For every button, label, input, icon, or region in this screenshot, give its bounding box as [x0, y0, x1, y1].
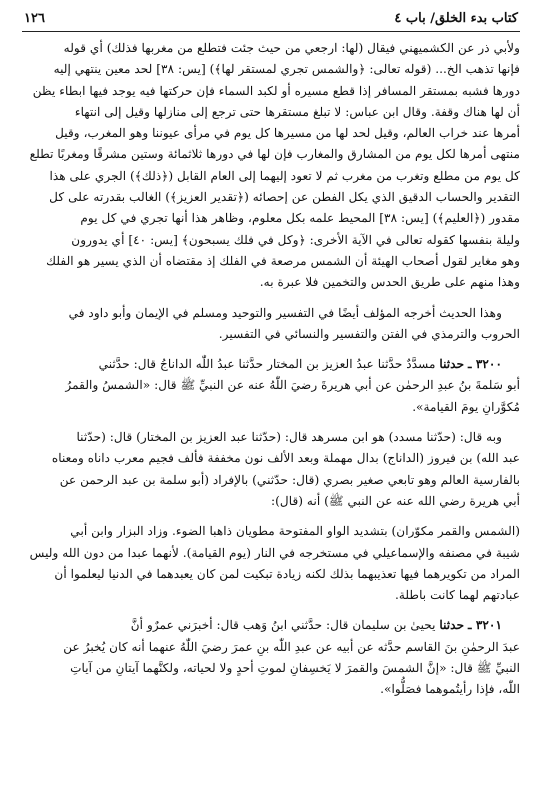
commentary-paragraph-3	[22, 427, 520, 512]
text-line: (الشمس والقمر مكوّران) بتشديد الواو المفتوحة مطويان ذاهبا الضوء. وزاد البزار وابن أبي	[70, 524, 520, 539]
text-line: وليلة بنفسها كقوله تعالى في الآية الأخرى: ﴿وكل في فلك يسبحون﴾ [يس: ٤٠] أي يدورون	[71, 232, 520, 247]
book-page	[22, 10, 520, 790]
text-line: النبيِّ ﷺ قال: «إنَّ الشمسَ والقمرَ لا يَخسِفانِ لموتِ أحدٍ ولا لحياته، ولكنَّهما آيتانِ من آياتِ	[70, 661, 520, 676]
hadith-3201	[22, 615, 520, 700]
text-line: مقدور (﴿العليم﴾) [يس: ٣٨] المحيط علمه بكل معلوم، وظاهر هذا أنها تجري في كل يوم	[80, 211, 520, 226]
text-line: اللّٰه، فإذا رأيتُموهما فصَلُّوا».	[380, 682, 520, 697]
text-line: منتهى أمرها لكل يوم من المشارق والمغارب فإن لها في دورها ثلاثمائة وستين مشرقًا ومغربًا تطلع	[29, 147, 520, 162]
book-title: كتاب بدء الخلق/ باب ٤	[394, 11, 518, 26]
hadith-3200	[22, 354, 520, 418]
text-line: عبد الله) بن فيروز (الداناج) بدال مهملة وبعد الألف نون مخففة فألف فجيم معرب داناه ومعناه	[51, 451, 520, 466]
page-number: ١٢٦	[24, 11, 45, 26]
text-line: عبدَ الرحمٰنِ بنَ القاسم حدَّثه عن أبيه عن عبدِ اللّٰه بنِ عمرَ رضيَ اللّٰهُ عنهما أنه كان يُخبرُ عن	[63, 639, 520, 654]
text-line: أبي هريرة رضي الله عنه عن النبي ﷺ) أنه (قال):	[271, 493, 520, 508]
text-line: الحروب والترمذي في الفتن والتفسير والنسائي في التفسير.	[218, 326, 520, 341]
text-line: بالفارسية العالم وهو تابعي صغير بصري (قال: حدّثني) بالإفراد (أبو سلمة بن عبد الرحمن عن	[59, 472, 520, 487]
hadith-label: حدثنا	[439, 618, 465, 633]
running-header	[22, 10, 520, 31]
commentary-paragraph-4	[22, 521, 520, 606]
hadith-first-line	[22, 615, 520, 636]
text-line: التقدير والحساب الدقيق الذي يكل الفطن عن إحصائه (﴿تقدير العزيز﴾) الغالب بقدرته على كل	[49, 190, 520, 205]
commentary-paragraph-1	[22, 38, 520, 294]
hadith-label: حدثنا	[439, 357, 465, 372]
text-line: ولأبي ذر عن الكشميهني فيقال (لها: ارجعي من حيث جئت فتطلع من مغربها فذلك) أي قوله	[63, 41, 520, 55]
hadith-text: مسدَّدٌ حدَّثنا عبدُ العزيز بن المختار حدَّثنا عبدُ اللّٰه الداناجُ قال: حدَّثني	[98, 357, 436, 372]
text-line: أمرها عند خراب العالم، وقيل لحد لها من مسيرها كل يوم في مرأى عيوننا وهو المغرب، وقيل	[55, 126, 520, 141]
text-line: شيبة في مصنفه والإسماعيلي في مستخرجه في النار (يوم القيامة). لأنهما عبدا من دون الله وليس	[29, 545, 520, 560]
text-line: كل يوم من مطلع وتغرب من مغرب ثم لا تعود إليهما إلى العام القابل (﴿ذلك﴾) الجري على هذا	[49, 168, 520, 183]
hadith-first-line	[22, 354, 520, 375]
text-line: فإنها تذهب الخ... (قوله تعالى: ﴿والشمس تجري لمستقر لها﴾) [يس: ٣٨] لحد معين ينتهي إليه	[53, 62, 520, 77]
text-line: وهذا الحديث أخرجه المؤلف أيضًا في التفسير والتوحيد ومسلم في الإيمان وأبو داود في	[68, 305, 502, 320]
text-line: وبه قال: (حدّثنا مسدد) هو ابن مسرهد قال: (حدّثنا عبد العزيز بن المختار) قال: (حدّثنا	[76, 430, 502, 445]
text-line: أن لها هناك وقفة. وقال ابن عباس: لا تبلغ مستقرها حتى ترجع إلى منازلها وقيل إلى انتهاء	[74, 104, 520, 119]
text-line: مُكوَّرانِ يومَ القيامة».	[412, 399, 520, 414]
text-line: المراد من تكويرهما فيها تعذيبهما بذلك لكنه زيادة تبكيت لمن كان يعبدهما في الدنيا ليعلموا أن	[54, 566, 520, 581]
hadith-number: ٣٢٠٠ ـ	[467, 357, 502, 372]
text-line: أبو سَلمةَ بنُ عبدِ الرحمٰن عن أبي هريرةَ رضيَ اللّٰهُ عنه عن النبيِّ ﷺ قال: «الشمسُ والقمرُ	[65, 378, 520, 393]
text-line: وهذا منهم على طريق الحدس والتخمين فلا عبرة به.	[259, 275, 520, 290]
hadith-text: يحيىٰ بن سليمان قال: حدَّثني ابنُ وَهب قال: أخبرَني عمرٌو أنَّ	[130, 618, 436, 633]
commentary-paragraph-2	[22, 303, 520, 346]
header-rule	[22, 31, 520, 32]
text-line: عبادتهم لهما كانت باطلة.	[394, 588, 520, 603]
text-line: وهو مغاير لقول أصحاب الهيئة أن الشمس مرصعة في الفلك إذ مقتضاه أن الذي يسير هو الفلك	[46, 253, 520, 268]
hadith-number: ٣٢٠١ ـ	[467, 618, 502, 633]
text-line: دورها فشبه بمستقر المسافر إذا قطع مسيره أو لكبد السماء فإن حركتها فيه يوجد فيها ابطاء يظن	[32, 83, 520, 98]
